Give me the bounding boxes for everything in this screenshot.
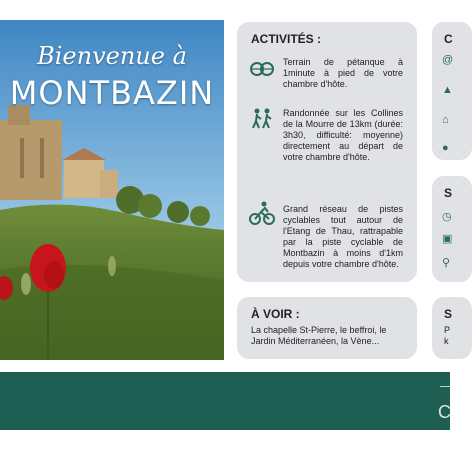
town-name: MONTBAZIN <box>9 74 215 112</box>
a-voir-title: À VOIR : <box>251 307 300 321</box>
footer-rule <box>440 386 450 387</box>
footer-partial-text: C <box>438 402 451 422</box>
icon-fragment: ● <box>442 142 449 154</box>
right-card-top-letter: C <box>444 32 453 46</box>
icon-fragment: ⌂ <box>442 114 449 126</box>
right-card-bottom <box>432 297 472 359</box>
activity-text-petanque: Terrain de pétanque à 1minute à pied de votre chambre d'hôte. <box>283 57 403 89</box>
activities-title: ACTIVITÉS : <box>251 32 322 46</box>
right-card-top <box>432 22 472 160</box>
village-landscape-image <box>0 20 224 360</box>
hikers-icon <box>249 106 275 132</box>
activities-card <box>237 22 417 282</box>
right-card-bottom-letter: S <box>444 307 453 321</box>
welcome-heading: Bienvenue à <box>37 42 187 70</box>
icon-fragment: ◷ <box>442 211 452 223</box>
village-photo <box>0 20 224 360</box>
icon-fragment: ▣ <box>442 233 453 245</box>
petanque-icon <box>249 55 275 81</box>
a-voir-card <box>237 297 417 359</box>
right-card-mid-letter: S <box>444 186 453 200</box>
icon-fragment: ⚲ <box>442 257 451 269</box>
right-card-bottom-line1: P <box>444 325 451 335</box>
a-voir-text: La chapelle St-Pierre, le beffroi, le Jardin Méditerranéen, la Vène... <box>251 325 387 346</box>
icon-fragment: @ <box>442 54 454 66</box>
icon-fragment: ▲ <box>442 84 453 96</box>
activity-text-cycling: Grand réseau de pistes cyclables tout autour de l'Etang de Thau, rattrapable par la piste cyclable de Montbazin à moins d'1km depuis votre chambre d'hôte. <box>283 204 403 269</box>
right-card-mid <box>432 176 472 282</box>
footer-band <box>0 372 450 430</box>
activity-text-hiking: Randonnée sur les Collines de la Mourre de 13km (durée: 3h30, difficulté: moyenne) directement au départ de votre chambre d'hôte. <box>283 108 403 162</box>
cyclist-icon <box>249 200 275 226</box>
right-card-bottom-line2: k <box>444 336 449 346</box>
